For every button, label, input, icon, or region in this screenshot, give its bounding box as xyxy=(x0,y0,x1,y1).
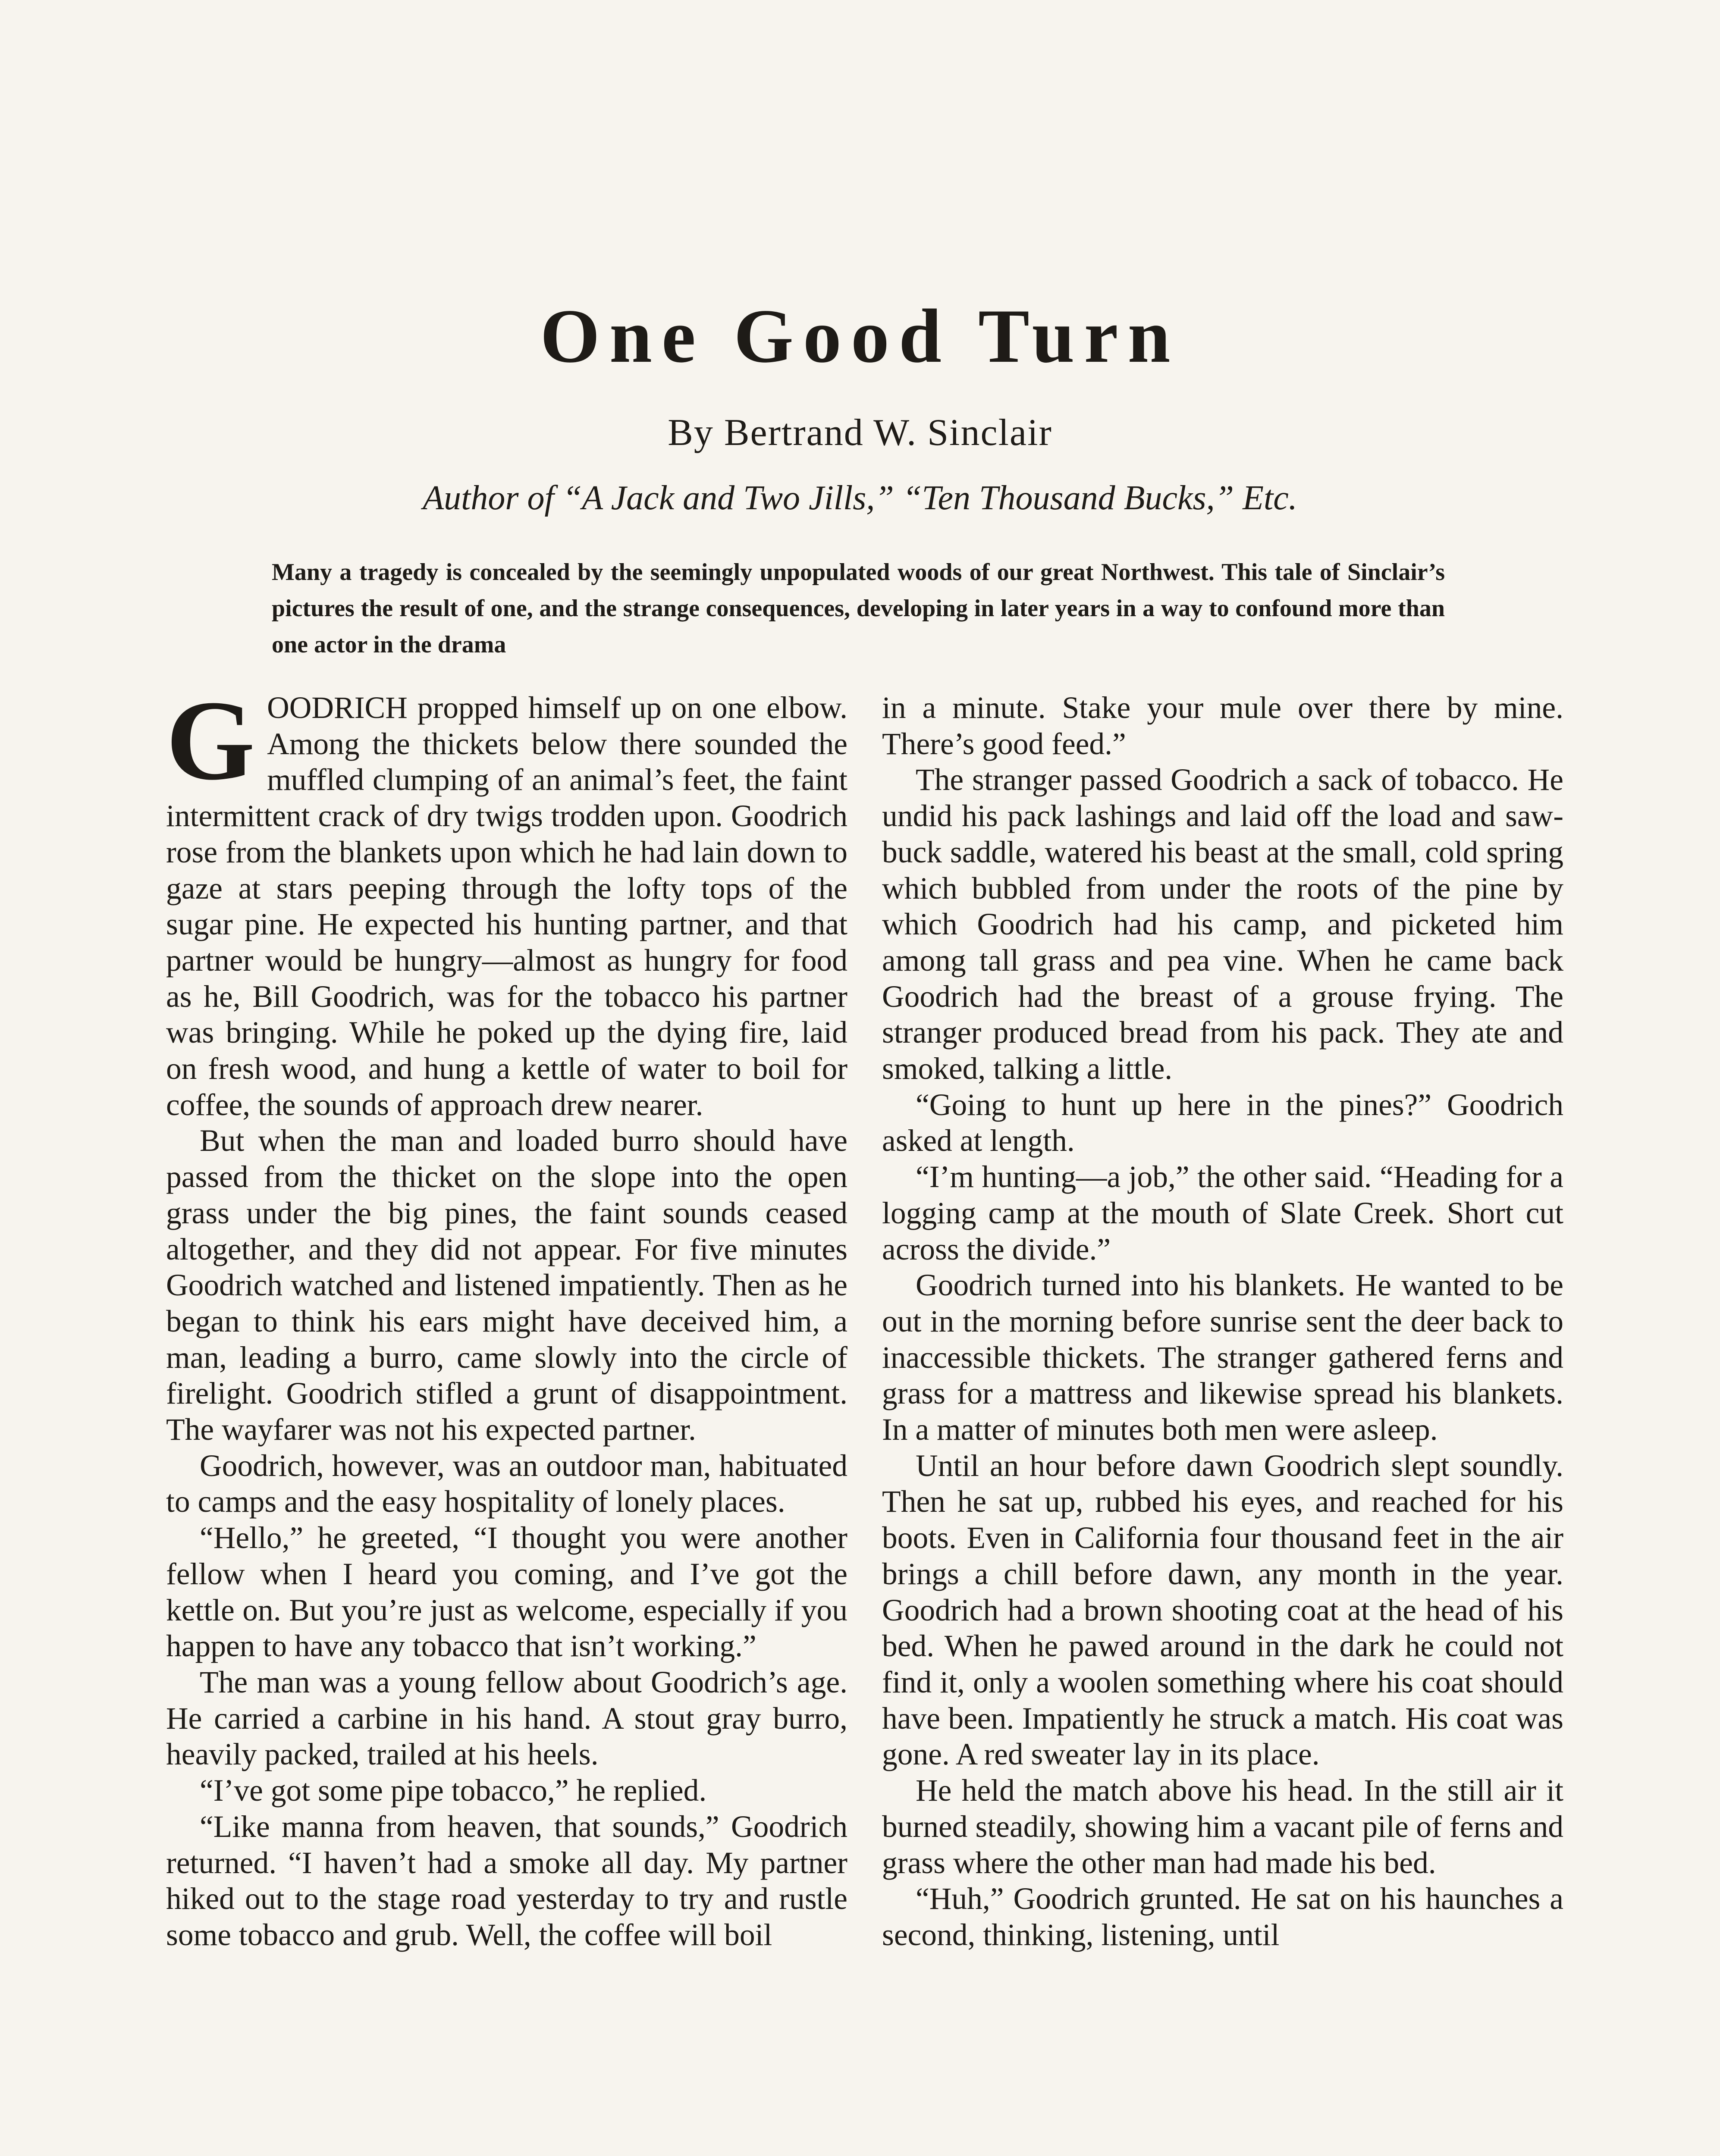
paragraph: He held the match above his head. In the still air it burned steadily, showing him a vacant pile of ferns and grass where the other man had made his bed. xyxy=(882,1774,1563,1880)
paragraph xyxy=(166,677,847,1123)
paragraph: The stranger passed Goodrich a sack of tobacco. He undid his pack lashings and laid off the load and saw-buck saddle, watered his beast at the small, cold spring which bubbled from under the roots of the pine by which Goodrich had his camp, and picketed him among tall grass and pea vine. When he came back Goodrich had the breast of a grouse frying. The stranger produced bread from his pack. They ate and smoked, talking a little. xyxy=(882,763,1563,1086)
story-deck: Many a tragedy is concealed by the seemingly unpopulated woods of our great Northwest. This tale of Sinclair’s pictures the result of one, and the strange consequences, developing in later years in a way to confound more than one actor in the drama xyxy=(272,559,1445,658)
paragraph: But when the man and loaded burro should have passed from the thicket on the slope into the open grass under the big pines, the faint sounds ceased altogether, and they did not appear. For five minutes Goodrich watched and listened impatiently. Then as he began to think his ears might have deceived him, a man, leading a burro, came slowly into the circle of firelight. Goodrich stifled a grunt of disappointment. The wayfarer was not his expected partner. xyxy=(166,1124,847,1447)
text-column-left xyxy=(166,677,847,1953)
paragraph-text: propped himself up on one elbow. Among the thickets below there sounded the muffled clumping of an animal’s feet, the faint intermittent crack of dry twigs trodden upon. Goodrich rose from the blankets upon which he had lain down to gaze at stars peeping through the lofty tops of the sugar pine. He expected his hunting partner, and that partner would be hungry—almost as hungry for food as he, Bill Goodrich, was for the tobacco his partner was bringing. While he poked up the dying fire, laid on fresh wood, and hung a kettle of water to boil for coffee, the sounds of approach drew nearer. xyxy=(166,691,847,1122)
paragraph: Until an hour before dawn Goodrich slept soundly. Then he sat up, rubbed his eyes, and reached for his boots. Even in California four thousand feet in the air brings a chill before dawn, any month in the year. Goodrich had a brown shooting coat at the head of his bed. When he pawed around in the dark he could not find it, only a woolen something where his coat should have been. Impatiently he struck a match. His coat was gone. A red sweater lay in its place. xyxy=(882,1448,1563,1772)
drop-cap: G xyxy=(166,677,255,804)
first-word-caps: OODRICH xyxy=(267,691,408,725)
paragraph: “I’ve got some pipe tobacco,” he replied. xyxy=(200,1774,707,1808)
paragraph: “I’m hunting—a job,” the other said. “Heading for a logging camp at the mouth of Slate Creek. Short cut across the divide.” xyxy=(882,1160,1563,1266)
byline: By Bertrand W. Sinclair xyxy=(668,412,1052,454)
text-column-right xyxy=(882,690,1563,1953)
paragraph: “Like manna from heaven, that sounds,” Goodrich returned. “I haven’t had a smoke all day. My partner hiked out to the stage road yesterday to try and rustle some tobacco and grub. Well, the coffee will boil xyxy=(166,1809,847,1952)
paragraph: The man was a young fellow about Goodrich’s age. He carried a carbine in his hand. A stout gray burro, heavily packed, trailed at his heels. xyxy=(166,1665,847,1772)
paragraph: “Hello,” he greeted, “I thought you were another fellow when I heard you coming, and I’ve got the kettle on. But you’re just as welcome, especially if you happen to have any tobacco that isn’t working.” xyxy=(166,1521,847,1664)
author-credits: Author of “A Jack and Two Jills,” “Ten Thousand Bucks,” Etc. xyxy=(423,479,1297,517)
paragraph: Goodrich, however, was an outdoor man, habituated to camps and the easy hospitality of lonely places. xyxy=(166,1448,847,1519)
story-title: One Good Turn xyxy=(540,293,1180,379)
paragraph: Goodrich turned into his blankets. He wanted to be out in the morning before sunrise sent the deer back to inaccessible thickets. The stranger gathered ferns and grass for a mattress and likewise spread his blankets. In a matter of minutes both men were asleep. xyxy=(882,1268,1563,1447)
paragraph: “Going to hunt up here in the pines?” Goodrich asked at length. xyxy=(882,1087,1563,1158)
paragraph-continued: in a minute. Stake your mule over there by mine. There’s good feed.” xyxy=(882,691,1563,761)
paragraph: “Huh,” Goodrich grunted. He sat on his haunches a second, thinking, listening, until xyxy=(882,1882,1563,1952)
